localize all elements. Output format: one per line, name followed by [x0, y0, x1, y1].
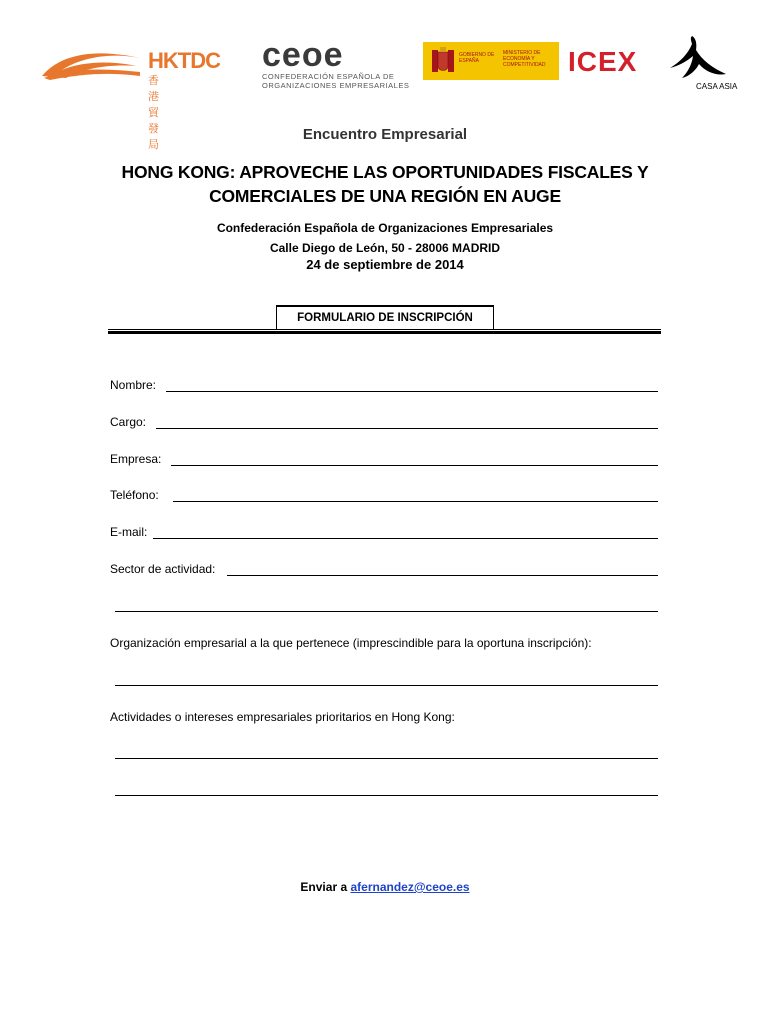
sector-extra-line[interactable]	[115, 611, 658, 612]
question-actividades: Actividades o intereses empresariales prioritarios en Hong Kong:	[110, 710, 455, 724]
field-sector-input-line[interactable]	[227, 563, 658, 576]
submit-instructions	[0, 880, 770, 894]
field-email-label: E-mail:	[110, 525, 148, 539]
organizacion-answer-line[interactable]	[115, 685, 658, 686]
field-telefono	[110, 488, 658, 502]
field-nombre	[110, 378, 658, 392]
submit-prefix: Enviar a	[300, 880, 348, 894]
actividades-answer-line-2[interactable]	[115, 795, 658, 796]
question-organizacion: Organización empresarial a la que pertenece (imprescindible para la oportuna inscripción):	[110, 636, 592, 650]
event-date: 24 de septiembre de 2014	[306, 257, 464, 272]
actividades-answer-line-1[interactable]	[115, 758, 658, 759]
ceoe-wordmark: ceoe	[262, 36, 344, 74]
field-empresa-label: Empresa:	[110, 452, 162, 466]
field-nombre-input-line[interactable]	[166, 379, 658, 392]
field-sector-label: Sector de actividad:	[110, 562, 216, 576]
field-cargo	[110, 415, 658, 429]
gobierno-text: GOBIERNO DE ESPAÑA	[459, 52, 495, 64]
event-type: Encuentro Empresarial	[302, 126, 468, 143]
field-telefono-label: Teléfono:	[110, 488, 159, 502]
ministerio-text: MINISTERIO DE ECONOMÍA Y COMPETITIVIDAD	[503, 50, 546, 68]
ceoe-logo	[262, 38, 409, 90]
venue	[0, 218, 770, 258]
hktdc-wave-icon	[40, 46, 144, 80]
main-title-line-2: COMERCIALES DE UNA REGIÓN EN AUGE	[209, 186, 561, 206]
ceoe-subtitle-2: ORGANIZACIONES EMPRESARIALES	[262, 81, 410, 90]
section-divider	[108, 329, 661, 334]
spain-coat-of-arms-icon	[429, 46, 457, 76]
gobierno-logo	[423, 42, 559, 80]
hktdc-logo	[40, 46, 220, 151]
casa-asia-symbol-icon	[666, 34, 736, 82]
field-cargo-label: Cargo:	[110, 415, 147, 429]
icex-logo: ICEX	[568, 46, 638, 77]
field-email-input-line[interactable]	[153, 526, 658, 539]
casa-asia-logo	[666, 34, 752, 94]
form-title: FORMULARIO DE INSCRIPCIÓN	[297, 312, 473, 324]
field-empresa	[110, 452, 658, 466]
field-sector	[110, 562, 658, 576]
casa-asia-text: CASA ASIA	[696, 82, 738, 91]
venue-address: Calle Diego de León, 50 - 28006 MADRID	[269, 241, 501, 255]
field-cargo-input-line[interactable]	[156, 416, 658, 429]
field-telefono-input-line[interactable]	[173, 489, 658, 502]
main-title	[0, 160, 770, 208]
submit-email-link[interactable]: afernandez@ceoe.es	[350, 880, 470, 894]
ceoe-subtitle-1: CONFEDERACIÓN ESPAÑOLA DE	[262, 72, 395, 81]
venue-organization: Confederación Española de Organizaciones Empresariales	[216, 221, 554, 235]
field-email	[110, 525, 658, 539]
hktdc-wordmark: HKTDC	[148, 48, 220, 73]
field-nombre-label: Nombre:	[110, 378, 157, 392]
main-title-line-1: HONG KONG: APROVECHE LAS OPORTUNIDADES FISCALES Y	[121, 162, 649, 182]
hktdc-chinese-name: 香港貿發局	[148, 74, 160, 151]
field-empresa-input-line[interactable]	[171, 453, 658, 466]
